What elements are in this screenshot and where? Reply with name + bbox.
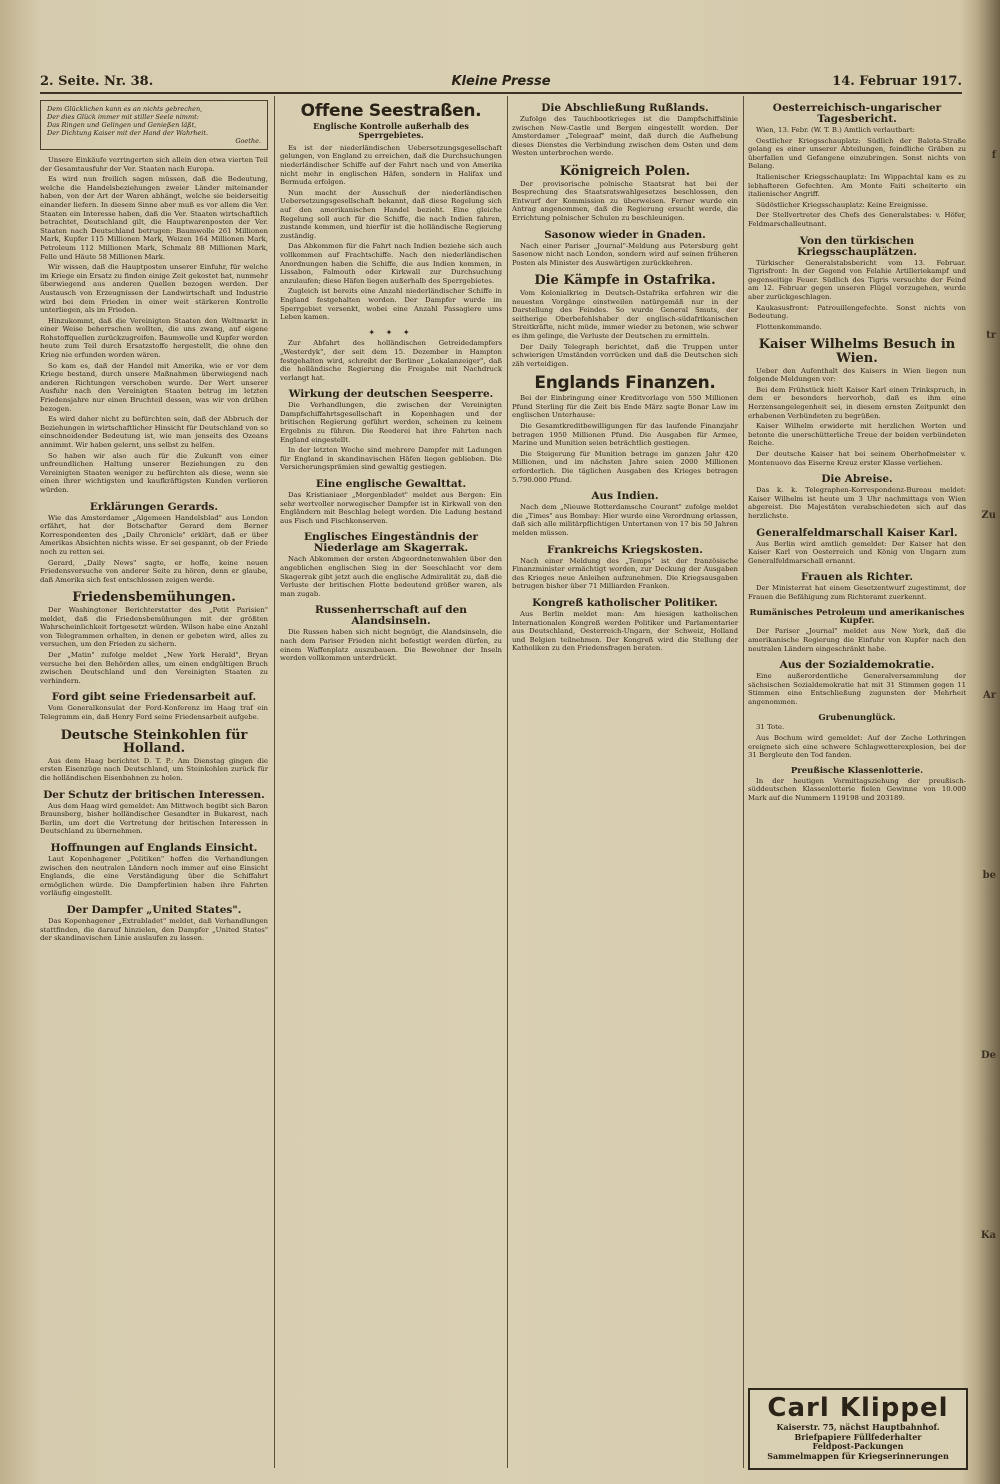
article [748, 767, 966, 803]
article [748, 236, 966, 332]
article [748, 572, 966, 601]
article-paragraph: Zugleich ist bereits eine Anzahl niederländischer Schiffe in England festgehalten worden. Der Dampfer wurde im Sperrgebiet versenkt, wobei eine Anzahl Passagiere ums Leben kamen. [280, 287, 502, 322]
article-paragraph: Der Pariser „Journal" meldet aus New York, daß die amerikanische Regierung die Einfuhr von Kupfer nach den neutralen Ländern eingeschränkt habe. [748, 627, 966, 653]
article [512, 375, 738, 484]
poem-line: Dem Glücklichen kann es an nichts gebrechen, [47, 105, 203, 113]
article-paragraph: Südöstlicher Kriegsschauplatz: Keine Ereignisse. [756, 200, 928, 209]
article-headline: Sasonow wieder in Gnaden. [544, 228, 706, 241]
adjacent-page-fragment: Ar [982, 690, 996, 701]
article-paragraph: Aus Berlin meldet man: Am hiesigen katholischen Internationalen Kongreß werden Politiker und Parlamentarier aus Deutschland, Oesterreich-Ungarn, der Schweiz, Holland und Belgien teilnehmen. Der Kongreß wird die Stellung der Katholiken zu den Friedensfragen beraten. [512, 609, 738, 653]
article-paragraph: Kaiser Wilhelm erwiderte mit herzlichen Worten und betonte die unerschütterliche Treue der beiden verbündeten Reiche. [748, 422, 966, 448]
article-paragraph: Es wird daher nicht zu befürchten sein, daß der Abbruch der Beziehungen in wirtschaftlicher Hinsicht für Deutschland von so einschneidender Bedeutung ist, wie man jenseits des Ozeans annimmt. Wir haben gelernt, uns selbst zu helfen. [40, 415, 268, 449]
article-paragraph: In der letzten Woche sind mehrere Dampfer mit Ladungen für England in skandinavischen Häfen liegen geblieben. Die Versicherungsprämien sind gewaltig gestiegen. [280, 446, 502, 472]
article [748, 528, 966, 566]
column-rule [274, 96, 275, 1468]
article-headline: Rumänisches Petroleum und amerikanisches Kupfer. [749, 607, 965, 627]
article [280, 479, 502, 525]
article-headline: Frauen als Richter. [800, 571, 914, 584]
article-headline: Von den türkischen Kriegsschauplätzen. [797, 234, 917, 258]
column-2 [280, 100, 502, 1468]
header-masthead: Kleine Presse [451, 74, 551, 89]
article-headline: Hoffnungen auf Englands Einsicht. [50, 841, 258, 854]
article-headline: Aus Indien. [591, 490, 659, 503]
article-headline: Die Abschließung Rußlands. [541, 102, 709, 114]
article-paragraph: Es wird nun freilich sagen müssen, daß die Bedeutung, welche die Handelsbeziehungen zweier Länder miteinander haben, von der Art der Waren abhängt, welche sie beiderseitig einander liefern. In diesem Sinne aber muß es vor allem die Ver. Staaten ein Interesse haben, daß die Ver. Staaten wirtschaftlich betrachtet, Deutschland gilt, die Hauptwarenposten der Ver. Staaten nach Deutschland betrugen: Baumwolle 261 Millionen Mark, Kupfer 115 Millionen Mark, Weizen 164 Millionen Mark, Petroleum 112 Millionen Mark, Schmalz 88 Millionen Mark, Felle und Häute 58 Millionen Mark. [40, 175, 268, 261]
article [512, 491, 738, 537]
ad-address: Kaiserstr. 75, nächst Hauptbahnhof. [776, 1422, 940, 1432]
article-headline: Königreich Polen. [559, 163, 691, 179]
article-paragraph: Vom Kolonialkrieg in Deutsch-Ostafrika erfahren wir die neuesten Vorgänge einstweilen natürgemäß nur in der Darstellung des Feindes. So wurde General Smuts, der seitherige Oberbefehlshaber der englisch-südafrikanischen Streitkräfte, nicht müde, immer wieder zu betonen, wie schwer es ihm gelinge, die Verluste der Deutschen zu ermitteln. [512, 289, 738, 340]
poem-author: Goethe. [235, 137, 261, 145]
article [748, 474, 966, 520]
article-paragraph: Zufolge des Tauchbootkrieges ist die Dampfschiffslinie zwischen New-Castle und Bergen eingestellt worden. Der Amsterdamer „Telegraaf" meint, daß durch die Aufhebung dieses Dienstes die Verbindung zwischen dem Osten und dem Westen unterbrochen werde. [512, 115, 738, 158]
article-paragraph: Die Gesamtkreditbewilligungen für das laufende Finanzjahr betragen 1950 Millionen Pfund. Die Ausgaben für Armee, Marine und Munition seien beträchtlich gestiegen. [512, 422, 738, 448]
article-paragraph: Die Russen haben sich nicht begnügt, die Alandsinseln, die nach dem Pariser Frieden nicht befestigt werden dürfen, zu einem Waffenplatz auszubauen. Die Bewohner der Inseln werden vollkommen unterdrückt. [280, 628, 502, 663]
article [748, 660, 966, 706]
article-paragraph: Die Steigerung für Munition betrage im ganzen Jahr 420 Millionen, und im nächsten Jahre seien 2000 Millionen erforderlich. Die täglichen Ausgaben des Krieges betragen 5.790.000 Pfund. [512, 449, 738, 484]
article [512, 103, 738, 158]
article-paragraph: Das k. k. Telegraphen-Korrespondenz-Bureau meldet: Kaiser Wilhelm ist heute um 3 Uhr nachmittags von Wien abgereist. Die Majestäten verabschiedeten sich auf das herzlichste. [748, 486, 966, 520]
article [40, 156, 268, 495]
article-paragraph: Nach Abkommen der ersten Abgeordnetenwahlen über den angeblichen englischen Sieg in der Seeschlacht vor dem Skagerrak gibt jetzt auch die englische Admiralität zu, daß die Verluste der britischen Flotte bedeutend größer waren, als man zugab. [280, 555, 502, 598]
article-headline: Grubenunglück. [818, 712, 896, 723]
article [280, 329, 502, 383]
article-paragraph: Gerard, „Daily News" sagte, er hoffe, keine neuen Friedensversuche von anderer Seite zu hören, denn er glaube, daß Amerika sich fest entschlossen zeigen werde. [40, 558, 268, 584]
article-headline: Kaiser Wilhelms Besuch in Wien. [758, 337, 956, 366]
article-paragraph: Das Kristianiaer „Morgenbladet" meldet aus Bergen: Ein sehr wertvoller norwegischer Dampfer ist in Kirkwall von den Engländern mit Beschlag belegt worden. Die Ladung bestand aus Fisch und Fischkonserven. [280, 491, 502, 525]
article-paragraph: Wir wissen, daß die Hauptposten unserer Einfuhr, für welche im Kriege ein Ersatz zu finden einige Zeit gekostet hat, nunmehr überwiegend aus anderen Quellen bezogen werden. Der Austausch von Erzeugnissen der Landwirtschaft und Industrie wird bei dem Frieden in einer weit stärkeren Kontrolle unterliegen, als im Frieden. [40, 263, 268, 315]
article-paragraph: Das Abkommen für die Fahrt nach Indien beziehe sich auch vollkommen auf Frachtschiffe. Nach den niederländischen Anordnungen haben die Schiffe, die aus Indien kommen, in Lissabon, Falmouth oder Kirkwall zur Durchsuchung anzulaufen; diese Häfen liegen außerhalb des Sperrgebietes. [280, 242, 502, 285]
article-paragraph: Nach einer Meldung des „Temps" ist der französische Finanzminister ermächtigt worden, zur Deckung der Ausgaben des Krieges neue Anleihen aufzunehmen. Die Kriegsausgaben betrugen bisher über 71 Milliarden Franken. [512, 556, 738, 591]
article [40, 905, 268, 943]
article-paragraph: Laut Kopenhagener „Politiken" hoffen die Verhandlungen zwischen den neutralen Ländern noch immer auf eine Einsicht Englands, die eine Verständigung über die Schiffahrt ermöglichen würde. Die Dampferlinien haben ihre Fahrten vorläufig eingestellt. [40, 854, 268, 898]
article-headline: Frankreichs Kriegskosten. [547, 543, 703, 556]
article-paragraph: Der Ministerrat hat einem Gesetzentwurf zugestimmt, der Frauen die Befähigung zum Richteramt zuerkennt. [748, 584, 966, 601]
article [748, 338, 966, 467]
article-paragraph: Die Verhandlungen, die zwischen der Vereinigten Dampfschiffahrtsgesellschaft in Kopenhagen und der britischen Regierung geführt werden, scheinen zu keinem Ergebnis zu führen. Die Reederei hat ihre Fahrten nach England eingestellt. [280, 401, 502, 444]
article [280, 605, 502, 662]
column-rule [743, 96, 744, 1468]
column-4 [748, 100, 966, 1468]
article-paragraph: Bei der Einbringung einer Kreditvorlage von 550 Millionen Pfund Sterling für die Zeit bis Ende März sagte Bonar Law im englischen Unterhause: [512, 394, 738, 420]
header-page-number: 2. Seite. Nr. 38. [40, 74, 154, 89]
article [40, 729, 268, 783]
article-paragraph: So kam es, daß der Handel mit Amerika, wie er vor dem Kriege bestand, durch unsere Maßnahmen überwiegend nach anderen Richtungen verschoben wurde. Der Wert unserer Ausfuhr nach den Vereinigten Staaten betrug im letzten Friedensjahre nur einen Bruchteil dessen, was wir von drüben bezogen. [40, 361, 268, 413]
article-paragraph: Der deutsche Kaiser hat bei seinem Oberhofmeister v. Montenuovo das Eiserne Kreuz erster Klasse verliehen. [748, 449, 966, 467]
article [280, 389, 502, 472]
article-headline: Aus der Sozialdemokratie. [779, 659, 935, 672]
adjacent-page-fragment: De [980, 1050, 996, 1061]
column-rule [507, 96, 508, 1468]
article-paragraph: Nach dem „Nieuwe Rotterdamsche Courant" zufolge meldet die „Times" aus Bombay: Hier wurde eine Verordnung erlassen, daß sich alle militärpflichtigen Untertanen von 17 bis 50 Jahren melden müssen. [512, 503, 738, 537]
article-subheadline: Englische Kontrolle außerhalb des Sperrgebietes. [313, 120, 469, 141]
article-paragraph: Zur Abfahrt des holländischen Getreidedampfers „Westerdyk", der seit dem 15. Dezember in Hampton festgehalten wird, schreibt der Berliner „Lokalanzeiger", daß die holländische Regierung die Freigabe mit Nachdruck verlangt hat. [280, 339, 502, 382]
article-headline: Der Dampfer „United States". [66, 903, 242, 916]
article [280, 103, 502, 322]
article-headline: Preußische Klassenlotterie. [790, 765, 924, 776]
article-paragraph: 31 Tote. [756, 723, 785, 732]
article-paragraph: Kaukasusfront: Patrouillengefechte. Sonst nichts von Bedeutung. [748, 303, 966, 321]
article [512, 230, 738, 268]
article-paragraph: Es ist der niederländischen Uebersetzungsgesellschaft gelungen, von England zu erreichen, daß die Durchsuchungen niederländischer Schiffe auf der Fahrt nach und von Amerika nicht mehr in englischen Häfen, sondern in Halifax und Bermuda erfolgen. [280, 143, 502, 187]
article-headline: Erklärungen Gerards. [89, 500, 219, 513]
article-paragraph: Oestlicher Kriegsschauplatz: Südlich der Balota-Straße gelang es einer unserer Abteilungen, feindliche Gräben zu überfallen und Gefangene einzubringen. Sonst nichts von Belang. [748, 136, 966, 171]
article [512, 545, 738, 591]
article [40, 790, 268, 836]
article [40, 591, 268, 685]
article [512, 274, 738, 368]
article [280, 532, 502, 598]
article [748, 609, 966, 654]
article-paragraph: Ueber den Aufenthalt des Kaisers in Wien liegen nun folgende Meldungen vor: [748, 366, 966, 384]
article [748, 103, 966, 229]
poem-line: Das Ringen und Gelingen und Genießen läßt, [47, 121, 197, 129]
article-paragraph: Flottenkommando. [756, 322, 822, 331]
article-paragraph: Bei dem Frühstück hielt Kaiser Karl einen Trinkspruch, in dem er besonders hervorhob, daß es ihm eine Herzensangelegenheit sei, in diesem ernsten Zeitpunkt den erhabenen Verbündeten zu begrüßen. [748, 385, 966, 420]
poem-line: Der dies Glück immer mit stiller Seele nimmt: [47, 113, 199, 121]
article-headline: Oesterreichisch-ungarischer Tagesbericht. [772, 102, 942, 126]
column-3 [512, 100, 738, 1468]
section-separator: ✦ ✦ ✦ [368, 327, 414, 337]
article-paragraph: Der Daily Telegraph berichtet, daß die Truppen unter schwierigen Umständen vorrücken und daß die Deutschen sich zäh verteidigen. [512, 342, 738, 368]
article-headline: Der Schutz der britischen Interessen. [43, 788, 265, 801]
article-paragraph: In der heutigen Vormittagsziehung der preußisch-süddeutschen Klassenlotterie fielen Gewinne von 10.000 Mark auf die Nummern 119198 und 203189. [748, 776, 966, 802]
ad-line: Briefpapiere Füllfederhalter [794, 1431, 922, 1442]
article-headline: Generalfeldmarschall Kaiser Karl. [756, 526, 958, 539]
article-paragraph: Das Kopenhagener „Extrabladet" meldet, daß Verhandlungen stattfinden, die darauf hinzielen, den Dampfer „United States" der skandinavischen Linie auslaufen zu lassen. [40, 916, 268, 943]
article-headline: Die Kämpfe in Ostafrika. [534, 273, 716, 289]
article [40, 692, 268, 721]
article-paragraph: Unsere Einkäufe verringerten sich allein den etwa vierten Teil der Gesamtausfuhr der Ver. Staaten nach Europa. [40, 156, 268, 173]
article-paragraph: So haben wir also auch für die Zukunft von einer unfreundlichen Haltung unserer Beziehungen zu den Vereinigten Staaten weniger zu befürchten als diese, wenn sie einen ihrer wichtigsten und kaufkräftigsten Kunden verlieren würden. [40, 451, 268, 494]
ad-line: Sammelmappen für Kriegserinnerungen [767, 1450, 949, 1461]
article-headline: Ford gibt seine Friedensarbeit auf. [51, 691, 257, 704]
article-headline: Englands Finanzen. [534, 373, 716, 394]
article-headline: Wirkung der deutschen Seesperre. [288, 388, 494, 401]
advertisement-box [748, 1388, 968, 1470]
article-headline: Eine englische Gewalttat. [315, 478, 467, 491]
article-paragraph: Türkischer Generalstabsbericht vom 13. Februar. Tigrisfront: In der Gegend von Felahie Artilleriekampf und gegenseitige Feuer. Südlich des Tigris versuchte der Feind am 12. Februar gegen unseren Flügel vorzugehen, wurde aber zurückgeschlagen. [748, 258, 966, 301]
article-paragraph: Aus Bochum wird gemeldet: Auf der Zeche Lothringen ereignete sich eine schwere Schlagwetterexplosion, bei der 31 Bergleute den Tod fanden. [748, 734, 966, 760]
article-headline: Englisches Eingeständnis der Niederlage am Skagerrak. [303, 531, 479, 555]
article-paragraph: Wien, 13. Febr. (W. T. B.) Amtlich verlautbart: [756, 126, 915, 135]
article-paragraph: Hinzukommt, daß die Vereinigten Staaten den Weltmarkt in einer Weise beherrschen wollten, die uns zwang, auf eigene Rohstoffquellen zurückzugreifen. Baumwolle und Kupfer werden heute zum Teil durch Ersatzstoffe hergestellt, die ohne den Krieg nie erfunden worden wären. [40, 316, 268, 360]
adjacent-page-fragment: Ka [980, 1230, 996, 1241]
adjacent-page-fragment: tr [986, 330, 996, 341]
article [40, 843, 268, 898]
article-paragraph: Eine außerordentliche Generalversammlung der sächsischen Sozialdemokratie hat mit 31 Stimmen gegen 11 Stimmen eine Entschließung zugunsten der Mehrheit angenommen. [748, 672, 966, 706]
header-date: 14. Februar 1917. [832, 74, 962, 89]
article-paragraph: Der „Matin" zufolge meldet „New York Herald", Bryan versuche bei den Behörden alles, um einen endgültigen Bruch zwischen Deutschland und den Vereinigten Staaten zu verhindern. [40, 650, 268, 685]
article-paragraph: Nun macht der Ausschuß der niederländischen Uebersetzungsgesellschaft bekannt, daß diese Regelung sich auf den amerikanischen Handel bezieht. Eine gleiche Regelung soll auch für die Schiffe, die nach Indien fahren, zustande kommen, und hierfür ist die holländische Regierung zuständig. [280, 188, 502, 240]
article-headline: Russenherrschaft auf den Alandsinseln. [315, 604, 467, 628]
adjacent-page-fragment: Zu [981, 510, 996, 521]
article-headline: Kongreß katholischer Politiker. [532, 596, 718, 609]
ad-company-name: Carl Klippel [767, 1393, 949, 1423]
article [512, 165, 738, 223]
article [40, 502, 268, 585]
article [512, 598, 738, 653]
article-paragraph: Der Stellvertreter des Chefs des Generalstabes: v. Höfer, Feldmarschalleutnant. [748, 211, 966, 228]
article-paragraph: Aus dem Haag berichtet D. T. P.: Am Dienstag gingen die ersten Eisenzüge nach Deutschland, um Steinkohlen zurück für die holländischen Eisenbahnen zu holen. [40, 756, 268, 782]
article-paragraph: Der Washingtoner Berichterstatter des „Petit Parisien" meldet, daß die Friedensbemühungen mit der größten Wahrscheinlichkeit fortgesetzt würden. Wilson habe eine Anzahl von Telegrammen erhalten, in denen er gebeten wird, alles zu versuchen, um den Frieden zu sichern. [40, 605, 268, 649]
poem-line: Der Dichtung Kaiser mit der Hand der Wahrheit. [47, 129, 209, 137]
article-paragraph: Wie das Amsterdamer „Algemeen Handelsblad" aus London erfährt, hat der Botschafter Gerard dem Berner Korrespondenten des „Daily Chronicle" erklärt, daß er über Amerikas Absichten nichts wisse. Er sei gespannt, ob der Friede noch zu retten sei. [40, 513, 268, 556]
article-paragraph: Aus Berlin wird amtlich gemeldet: Der Kaiser hat den Kaiser Karl von Oesterreich und König von Ungarn zum Generalfeldmarschall ernannt. [748, 539, 966, 565]
article-paragraph: Italienischer Kriegsschauplatz: Im Wippachtal kam es zu lebhafteren Gefechten. Am Monte Faiti scheiterte ein italienischer Angriff. [748, 173, 966, 199]
adjacent-page-edge [962, 0, 1000, 1484]
article-headline: Offene Seestraßen. [300, 101, 482, 121]
article [748, 714, 966, 760]
article-paragraph: Aus dem Haag wird gemeldet: Am Mittwoch begibt sich Baron Braunsberg, bisher holländischer Gesandter in Bukarest, nach Berlin, um dort die Vertretung der britischen Interessen in Deutschland zu übernehmen. [40, 801, 268, 836]
column-1 [40, 100, 268, 1468]
adjacent-page-fragment: be [982, 870, 996, 881]
article-paragraph: Nach einer Pariser „Journal"-Meldung aus Petersburg geht Sasonow nicht nach London, sondern wird auf seinen früheren Posten als Minister des Auswärtigen zurückkehren. [512, 241, 738, 267]
page-header [40, 72, 962, 94]
article-paragraph: Vom Generalkonsulat der Ford-Konferenz im Haag traf ein Telegramm ein, daß Henry Ford seine Friedensarbeit aufgebe. [40, 704, 268, 721]
article-headline: Deutsche Steinkohlen für Holland. [60, 727, 248, 757]
article-headline: Die Abreise. [821, 473, 893, 486]
poem-box [40, 100, 268, 150]
article-paragraph: Der provisorische polnische Staatsrat hat bei der Besprechung des Staatsratswahlgesetzes beschlossen, den Entwurf der Kommission zu überweisen. Ferner wurde ein Antrag angenommen, daß die Regierung ersucht werde, die Errichtung polnischer Schulen zu beschleunigen. [512, 179, 738, 222]
ad-line: Feldpost-Packungen [812, 1441, 904, 1451]
adjacent-page-fragment: f [991, 150, 996, 161]
article-headline: Friedensbemühungen. [72, 590, 236, 606]
